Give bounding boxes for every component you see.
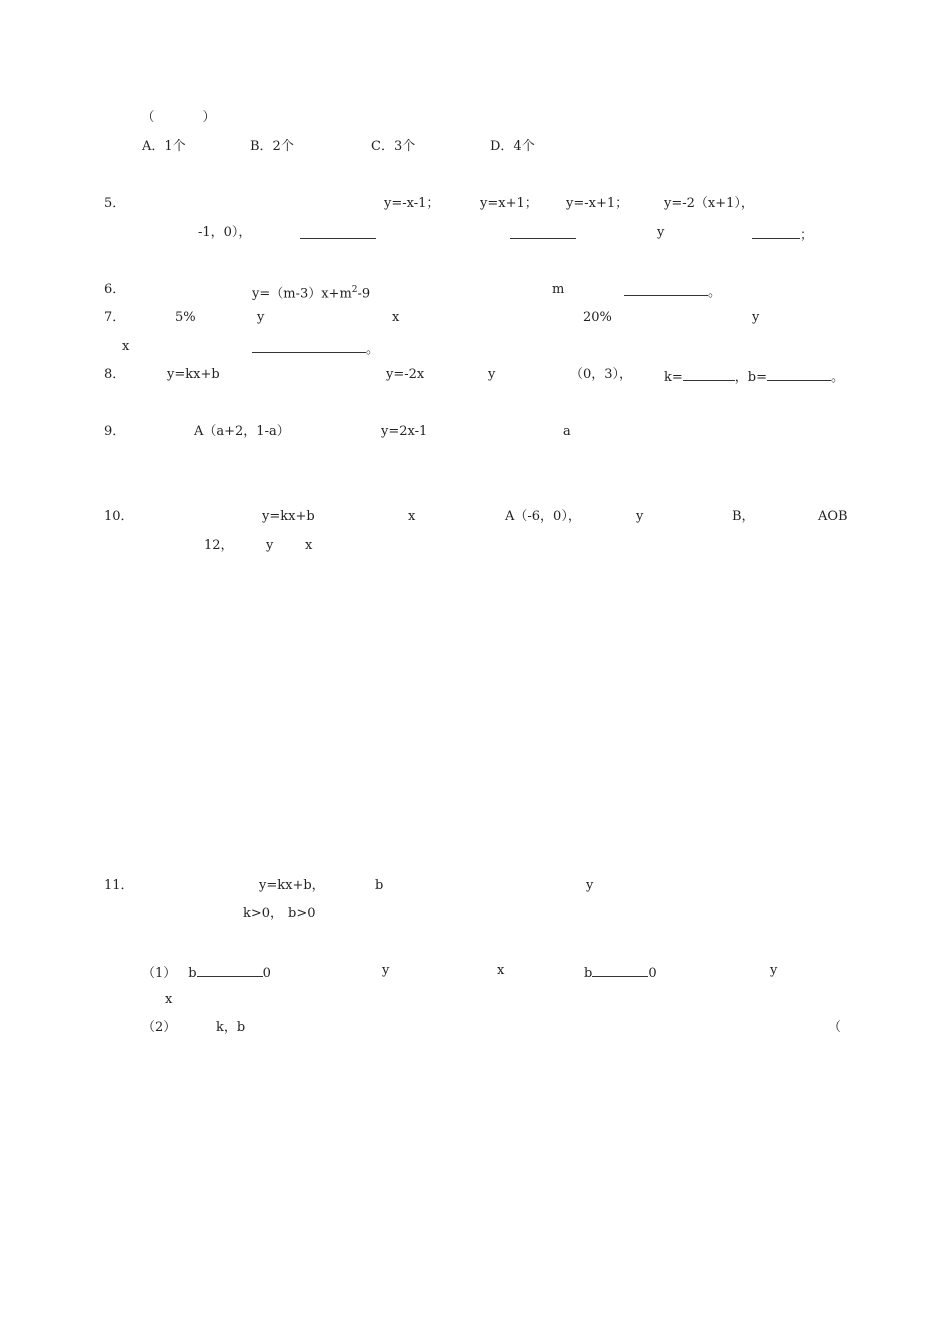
q6-period: 。: [708, 285, 722, 300]
q7-y: y: [257, 310, 317, 325]
q8-b-label: ，b=: [734, 370, 767, 385]
q11-line2-end: [674, 906, 752, 922]
q7-line2: x: [122, 339, 182, 354]
q10-point-a: A（-6，0），: [505, 509, 581, 524]
q11-sub1-x: x: [497, 963, 544, 978]
q5-formula-4: y=-2（x+1），: [664, 196, 754, 211]
q8-blank-k: [683, 367, 735, 381]
q8-k-label: k=: [664, 370, 683, 385]
q5-line2-d: [510, 225, 602, 244]
q11-sub1-b: b: [188, 966, 197, 981]
q11-formula: y=kx+b，: [259, 878, 325, 893]
q10-triangle: AOB: [818, 509, 848, 524]
q4-bracket: ）: [202, 110, 216, 125]
q11-number: 11．: [104, 878, 167, 893]
q8-formula-2: y=-2x: [386, 367, 451, 382]
q11-sub1: [142, 963, 310, 982]
q4-option-b: B．2个: [250, 139, 294, 154]
q10-line2-x: x: [305, 538, 495, 553]
q5-line3: [122, 253, 161, 269]
q4-option-a: A．1个: [142, 139, 186, 154]
q8-period: 。: [831, 370, 845, 385]
q11-line3: [122, 935, 200, 951]
q6-number: 6．: [104, 282, 171, 297]
q10-x: x: [408, 509, 455, 524]
q5-blank-1: [300, 225, 376, 239]
q6-m: m: [552, 282, 591, 297]
q5-blank-2: [510, 225, 576, 239]
q4-tail: [122, 110, 216, 126]
q8-y: y: [488, 367, 535, 382]
q9-point: A（a+2，1-a）: [194, 424, 310, 439]
q11-tail: [750, 878, 789, 894]
q5-line2-c: [300, 225, 428, 244]
q8-note: [142, 395, 181, 411]
q11-sub1-b2: b: [584, 966, 593, 981]
q11-b-cond: b>0: [288, 906, 459, 921]
q5-number: 5．: [104, 196, 223, 211]
q6-answer: [624, 282, 721, 301]
q7-rate-1: 5%: [175, 310, 222, 325]
q11-sub1-x2: x: [165, 992, 212, 1007]
q10-line2-a: [122, 538, 161, 554]
q6-formula-c: [370, 286, 422, 301]
q9-a: a: [563, 424, 597, 439]
q6-formula-a: y=（m-3）x+m: [252, 286, 352, 302]
q4-tail-text: （: [122, 110, 155, 125]
q7-answer: [252, 339, 379, 358]
q6-formula: [252, 282, 422, 302]
q8-point: （0，3），: [570, 367, 633, 382]
q11-k: k>0，: [243, 906, 284, 921]
q5-formula-3: y=-x+1；: [566, 196, 635, 211]
q6-blank: [624, 282, 708, 296]
q11-sub2-line2: [122, 1049, 330, 1065]
q11-blank-2: [592, 963, 648, 977]
q11-sub1-zero: 0: [262, 966, 310, 981]
q9-formula: y=2x-1: [381, 424, 480, 439]
q7-blank: [252, 339, 366, 353]
q11-sub2-bracket: （: [828, 1020, 842, 1035]
q6-exponent: 2: [351, 285, 358, 295]
q7-y2: y: [752, 310, 799, 325]
q11-blank-1: [197, 963, 263, 977]
q11-line2-a: [122, 906, 174, 922]
q10-point-b: B，: [732, 509, 755, 524]
q9-number: 9．: [104, 424, 145, 439]
q8-blank-b: [767, 367, 831, 381]
q11-sub1-zero2: 0: [648, 966, 696, 981]
q11-sub1-part2: [584, 963, 696, 982]
q11-sub1-l2a: [122, 992, 135, 1008]
q11-sub1-y2: y: [770, 963, 804, 978]
q4-note: [142, 167, 181, 183]
q8-answer: [664, 367, 844, 386]
q8-number: 8．: [104, 367, 132, 382]
q10-y: y: [636, 509, 683, 524]
q11-sub1-y: y: [382, 963, 429, 978]
q10-number: 10．: [104, 509, 167, 524]
q10-area: 12，: [204, 538, 234, 553]
q10-answer-label: [142, 849, 168, 865]
q7-period: 。: [366, 342, 380, 357]
q10-formula: y=kx+b: [262, 509, 354, 524]
q5-line2-e: y: [657, 225, 704, 240]
q5-formula-1: y=-x-1；: [384, 196, 446, 211]
q11-b: b: [375, 878, 462, 893]
q5-line2-c-text: [376, 228, 428, 243]
q6-formula-b: -9: [357, 286, 371, 302]
q8-formula-1: y=kx+b: [167, 367, 272, 382]
q5-blank-3: [752, 225, 800, 239]
q5-line2-f: [752, 225, 833, 244]
q7-rate-2: 20%: [583, 310, 664, 325]
q4-option-d: D．4个: [490, 139, 535, 154]
q7-number: 7．: [104, 310, 145, 325]
q11-sub2-label: （2）: [142, 1020, 177, 1035]
q11-y: y: [586, 878, 659, 893]
q5-line2-b: -1，0），: [198, 225, 252, 240]
q5-line2-d-text: [576, 228, 602, 243]
q11-sub2-text: k，b: [216, 1020, 480, 1035]
q7-x: x: [392, 310, 478, 325]
q5-line2-f-text: ；: [800, 228, 833, 243]
q10-g: [782, 509, 795, 525]
q10-line2-y: y: [266, 538, 274, 553]
q5-line2-a: [122, 225, 161, 241]
q4-option-c: C．3个: [371, 139, 416, 154]
q11-sub1-label: （1）: [142, 966, 177, 981]
q5-formula-2: y=x+1；: [480, 196, 545, 211]
